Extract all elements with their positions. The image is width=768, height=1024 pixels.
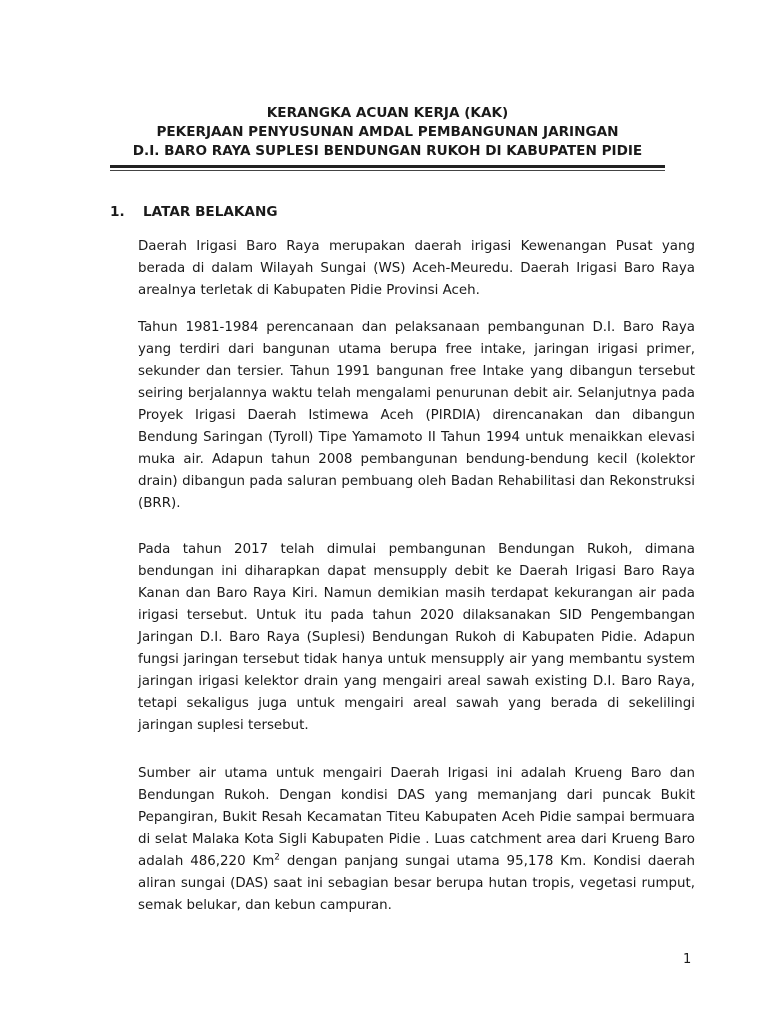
title-line-3: D.I. BARO RAYA SUPLESI BENDUNGAN RUKOH DI KABUPATEN PIDIE [132, 143, 643, 159]
superscript-2: 2 [274, 852, 281, 863]
paragraph-2-text: Tahun 1981-1984 perencanaan dan pelaksanaan pembangunan D.I. Baro Raya yang terdiri dari bangunan utama berupa free intake, jaringan irigasi primer, sekunder dan tersier. Tahun 1991 bangunan free Intake yang dibangun tersebut seiring berjalannya waktu telah mengalami penurunan debit air. Selanjutnya pada Proyek Irigasi Daerah Istimewa Aceh (PIRDIA) direncanakan dan dibangun Bendung Saringan (Tyroll) Tipe Yamamoto II Tahun 1994 untuk menaikkan elevasi muka air. Adapun tahun 2008 pembangunan bendung-bendung kecil (kolektor drain) dibangun pada saluran pembuang oleh Badan Rehabilitasi dan Rekonstruksi (BRR). [138, 320, 695, 511]
document-title [110, 104, 665, 161]
section-heading [110, 204, 277, 220]
section-title: LATAR BELAKANG [143, 204, 278, 220]
page-number: 1 [683, 952, 692, 967]
paragraph-1 [138, 236, 695, 302]
paragraph-4-before: Sumber air utama untuk mengairi Daerah Irigasi ini adalah Krueng Baro dan Bendungan Rukoh. Dengan kondisi DAS yang memanjang dari puncak Bukit Pepangiran, Bukit Resah Kecamatan Titeu Kabupaten Aceh Pidie sampai bermuara di selat Malaka Kota Sigli Kabupaten Pidie . Luas catchment area dari Krueng Baro adalah 486,220 Km [138, 766, 695, 869]
paragraph-3-text: Pada tahun 2017 telah dimulai pembangunan Bendungan Rukoh, dimana bendungan ini diharapkan dapat mensupply debit ke Daerah Irigasi Baro Raya Kanan dan Baro Raya Kiri. Namun demikian masih terdapat kekurangan air pada irigasi tersebut. Untuk itu pada tahun 2020 dilaksanakan SID Pengembangan Jaringan D.I. Baro Raya (Suplesi) Bendungan Rukoh di Kabupaten Pidie. Adapun fungsi jaringan tersebut tidak hanya untuk mensupply air yang membantu system jaringan irigasi kelektor drain yang mengairi areal sawah existing D.I. Baro Raya, tetapi sekaligus juga untuk mengairi areal sawah yang berada di sekelilingi jaringan suplesi tersebut. [138, 542, 695, 733]
paragraph-3 [138, 539, 695, 737]
title-divider-thin [110, 170, 665, 171]
paragraph-4-after: dengan panjang sungai utama 95,178 Km. Kondisi daerah aliran sungai (DAS) saat ini sebagian besar berupa hutan tropis, vegetasi rumput, semak belukar, dan kebun campuran. [138, 854, 695, 913]
paragraph-4-text [138, 763, 695, 917]
title-divider-thick [110, 165, 665, 168]
section-number: 1. [110, 204, 125, 220]
title-line-1: KERANGKA ACUAN KERJA (KAK) [266, 105, 509, 121]
title-line-2: PEKERJAAN PENYUSUNAN AMDAL PEMBANGUNAN JARINGAN [156, 124, 619, 140]
paragraph-1-text: Daerah Irigasi Baro Raya merupakan daerah irigasi Kewenangan Pusat yang berada di dalam Wilayah Sungai (WS) Aceh-Meuredu. Daerah Irigasi Baro Raya arealnya terletak di Kabupaten Pidie Provinsi Aceh. [138, 239, 695, 298]
paragraph-2 [138, 317, 695, 515]
paragraph-4 [138, 763, 695, 917]
